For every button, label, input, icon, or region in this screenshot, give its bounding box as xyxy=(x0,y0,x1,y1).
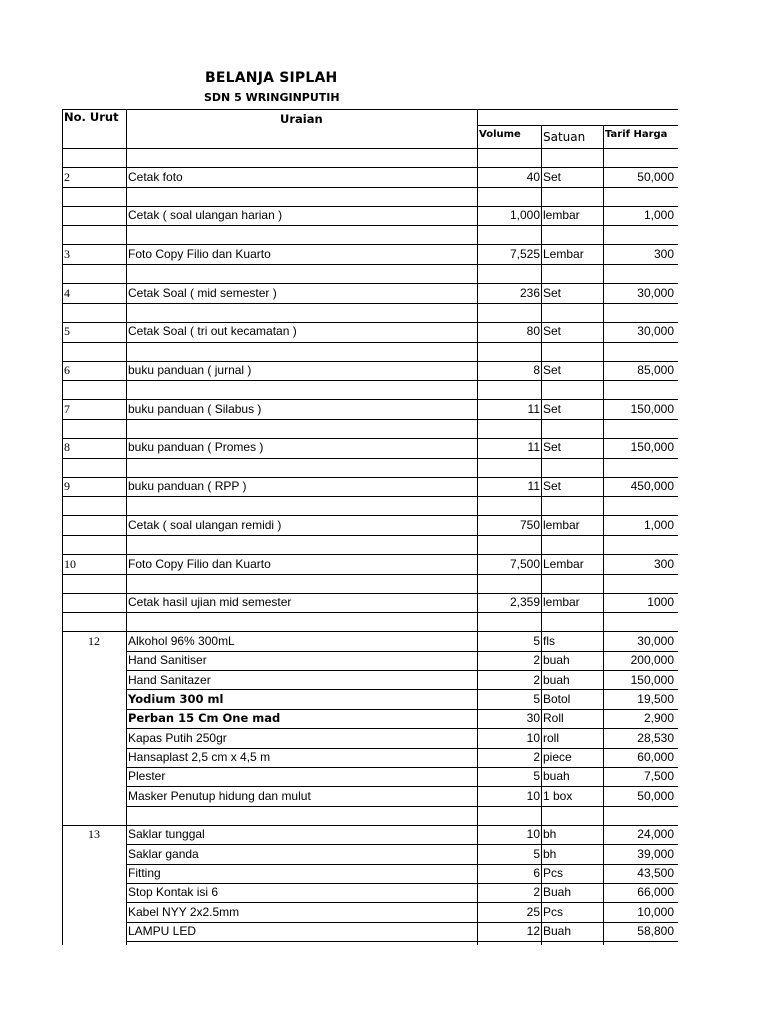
row-description: buku panduan ( Silabus ) xyxy=(128,401,262,416)
header-volume: Volume xyxy=(479,129,521,140)
row-no: 4 xyxy=(64,285,70,300)
row-separator xyxy=(62,148,678,149)
row-price: 85,000 xyxy=(637,363,674,377)
group-item-volume: 2 xyxy=(533,653,540,668)
row-description: buku panduan ( jurnal ) xyxy=(128,363,252,377)
row-unit: lembar xyxy=(543,517,580,532)
group-item-volume: 6 xyxy=(533,866,540,881)
group-item-price: 7,500 xyxy=(643,769,674,784)
group-item-price: 10,000 xyxy=(637,904,674,919)
group-item-price: 60,000 xyxy=(637,750,674,764)
header-uraian: Uraian xyxy=(280,112,323,126)
group-item-unit: Pcs xyxy=(543,866,564,881)
group-item-price: 24,000 xyxy=(637,827,674,842)
row-volume: 236 xyxy=(519,285,540,300)
group-item-volume: 5 xyxy=(533,846,540,861)
group-item-volume: 10 xyxy=(526,788,540,803)
row-no: 5 xyxy=(64,324,70,339)
row-volume: 7,525 xyxy=(509,246,540,261)
row-description: buku panduan ( RPP ) xyxy=(128,479,247,494)
column-border xyxy=(477,109,478,945)
group-item-description: Saklar tunggal xyxy=(128,827,205,842)
group-item-description: Hand Sanitazer xyxy=(128,672,211,687)
row-unit: Lembar xyxy=(543,246,584,261)
spreadsheet-table xyxy=(62,109,678,949)
row-price: 50,000 xyxy=(637,169,674,184)
group-item-unit: roll xyxy=(543,730,560,745)
group-item-unit: 1 box xyxy=(543,788,573,803)
group-item-unit: Buah xyxy=(543,924,572,939)
group-item-unit: Botol xyxy=(543,691,571,706)
row-volume: 40 xyxy=(526,169,540,184)
group-item-unit: piece xyxy=(543,750,572,764)
row-no: 10 xyxy=(64,556,76,571)
row-price: 150,000 xyxy=(630,401,674,416)
group-no: 13 xyxy=(88,827,100,842)
group-item-price: 150,000 xyxy=(630,672,674,687)
group-item-unit: Pcs xyxy=(543,904,564,919)
column-border xyxy=(126,109,127,945)
row-volume: 2,359 xyxy=(509,595,540,610)
group-item-price: 58,800 xyxy=(637,924,674,939)
row-volume: 11 xyxy=(527,440,540,455)
group-item-unit: buah xyxy=(543,769,570,784)
group-item-price: 200,000 xyxy=(630,653,674,668)
row-description: Cetak foto xyxy=(128,169,183,184)
group-item-price: 39,000 xyxy=(637,846,674,861)
row-unit: Set xyxy=(543,285,562,300)
row-separator xyxy=(62,574,678,575)
row-price: 300 xyxy=(653,246,674,261)
group-item-description: Alkohol 96% 300mL xyxy=(128,633,235,648)
group-item-unit: Buah xyxy=(543,885,572,900)
row-unit: Set xyxy=(543,479,562,494)
row-volume: 80 xyxy=(526,324,540,339)
row-volume: 7,500 xyxy=(509,556,540,571)
row-description: Foto Copy Filio dan Kuarto xyxy=(128,556,271,571)
group-item-description: Hand Sanitiser xyxy=(128,653,207,668)
row-price: 1,000 xyxy=(643,208,674,223)
row-price: 30,000 xyxy=(637,285,674,300)
row-separator xyxy=(62,535,678,536)
group-item-volume: 12 xyxy=(526,924,540,939)
group-no: 12 xyxy=(88,633,100,648)
header-sub-border xyxy=(477,125,678,126)
group-item-volume: 2 xyxy=(533,885,540,900)
row-description: Foto Copy Filio dan Kuarto xyxy=(128,246,271,261)
row-unit: Set xyxy=(543,324,562,339)
group-item-description: Saklar ganda xyxy=(128,846,199,861)
group-item-unit: bh xyxy=(543,827,557,842)
column-border xyxy=(62,109,63,945)
row-no: 2 xyxy=(64,169,70,184)
row-separator xyxy=(62,380,678,381)
group-item-description: Masker Penutup hidung dan mulut xyxy=(128,788,311,803)
group-item-description: Kabel NYY 2x2.5mm xyxy=(128,904,240,919)
row-price: 450,000 xyxy=(630,479,674,494)
group-item-price: 50,000 xyxy=(637,788,674,803)
group-item-volume: 10 xyxy=(526,730,540,745)
row-price: 30,000 xyxy=(637,324,674,339)
row-separator xyxy=(62,187,678,188)
row-description: Cetak ( soal ulangan remidi ) xyxy=(128,517,282,532)
row-description: Cetak Soal ( tri out kecamatan ) xyxy=(128,324,297,339)
row-description: Cetak hasil ujian mid semester xyxy=(128,595,292,610)
row-unit: Set xyxy=(543,440,562,455)
group-item-unit: bh xyxy=(543,846,557,861)
row-unit: Set xyxy=(543,363,562,377)
row-volume: 8 xyxy=(533,363,540,377)
group-item-description: Perban 15 Cm One mad xyxy=(128,711,281,726)
row-unit: Lembar xyxy=(543,556,584,571)
row-no: 8 xyxy=(64,440,70,455)
row-volume: 750 xyxy=(519,517,540,532)
group-item-description: Fitting xyxy=(128,866,161,881)
group-item-price: 28,530 xyxy=(637,730,674,745)
group-item-description: Yodium 300 ml xyxy=(128,691,224,706)
group-item-price: 2,900 xyxy=(643,711,674,726)
row-separator xyxy=(62,419,678,420)
group-item-price: 30,000 xyxy=(637,633,674,648)
row-no: 7 xyxy=(64,401,70,416)
row-separator xyxy=(62,496,678,497)
group-item-description: Stop Kontak isi 6 xyxy=(128,885,219,900)
group-item-price: 19,500 xyxy=(637,691,674,706)
row-price: 300 xyxy=(653,556,674,571)
row-unit: Set xyxy=(543,169,562,184)
row-price: 150,000 xyxy=(630,440,674,455)
row-separator xyxy=(62,458,678,459)
group-item-price: 66,000 xyxy=(637,885,674,900)
row-volume: 11 xyxy=(527,401,540,416)
row-volume: 11 xyxy=(527,479,540,494)
row-description: Cetak ( soal ulangan harian ) xyxy=(128,208,283,223)
row-description: Cetak Soal ( mid semester ) xyxy=(128,285,277,300)
group-item-volume: 5 xyxy=(533,769,540,784)
document-title: BELANJA SIPLAH xyxy=(205,70,338,86)
column-border xyxy=(603,125,604,945)
row-unit: lembar xyxy=(543,208,580,223)
row-price: 1,000 xyxy=(643,517,674,532)
row-no: 9 xyxy=(64,479,70,494)
row-volume: 1,000 xyxy=(509,208,540,223)
group-item-border xyxy=(126,941,678,942)
group-item-volume: 2 xyxy=(533,672,540,687)
group-item-description: LAMPU LED xyxy=(128,924,197,939)
group-item-volume: 25 xyxy=(526,904,540,919)
group-item-price: 43,500 xyxy=(637,866,674,881)
column-border xyxy=(541,125,542,945)
group-item-description: Hansaplast 2,5 cm x 4,5 m xyxy=(128,750,271,764)
header-top-border xyxy=(62,109,678,110)
row-separator xyxy=(62,303,678,304)
header-satuan: Satuan xyxy=(543,130,586,144)
header-no-urut: No. Urut xyxy=(64,110,119,124)
row-no: 6 xyxy=(64,363,70,377)
group-item-volume: 30 xyxy=(526,711,540,726)
group-item-unit: buah xyxy=(543,672,570,687)
group-item-unit: fls xyxy=(543,633,555,648)
row-unit: Set xyxy=(543,401,562,416)
group-item-unit: Roll xyxy=(543,711,564,726)
group-separator xyxy=(62,612,678,613)
row-unit: lembar xyxy=(543,595,580,610)
row-separator xyxy=(62,264,678,265)
group-item-border xyxy=(126,806,678,807)
group-item-description: Kapas Putih 250gr xyxy=(128,730,227,745)
row-no: 3 xyxy=(64,246,70,261)
header-tarif-harga: Tarif Harga xyxy=(605,129,668,140)
group-item-volume: 10 xyxy=(526,827,540,842)
document-subtitle: SDN 5 WRINGINPUTIH xyxy=(204,91,340,104)
group-item-volume: 5 xyxy=(533,691,540,706)
group-item-unit: buah xyxy=(543,653,570,668)
group-item-description: Plester xyxy=(128,769,166,784)
row-separator xyxy=(62,225,678,226)
row-separator xyxy=(62,342,678,343)
row-price: 1000 xyxy=(647,595,674,610)
group-item-volume: 5 xyxy=(533,633,540,648)
group-item-volume: 2 xyxy=(533,750,540,764)
row-description: buku panduan ( Promes ) xyxy=(128,440,264,455)
